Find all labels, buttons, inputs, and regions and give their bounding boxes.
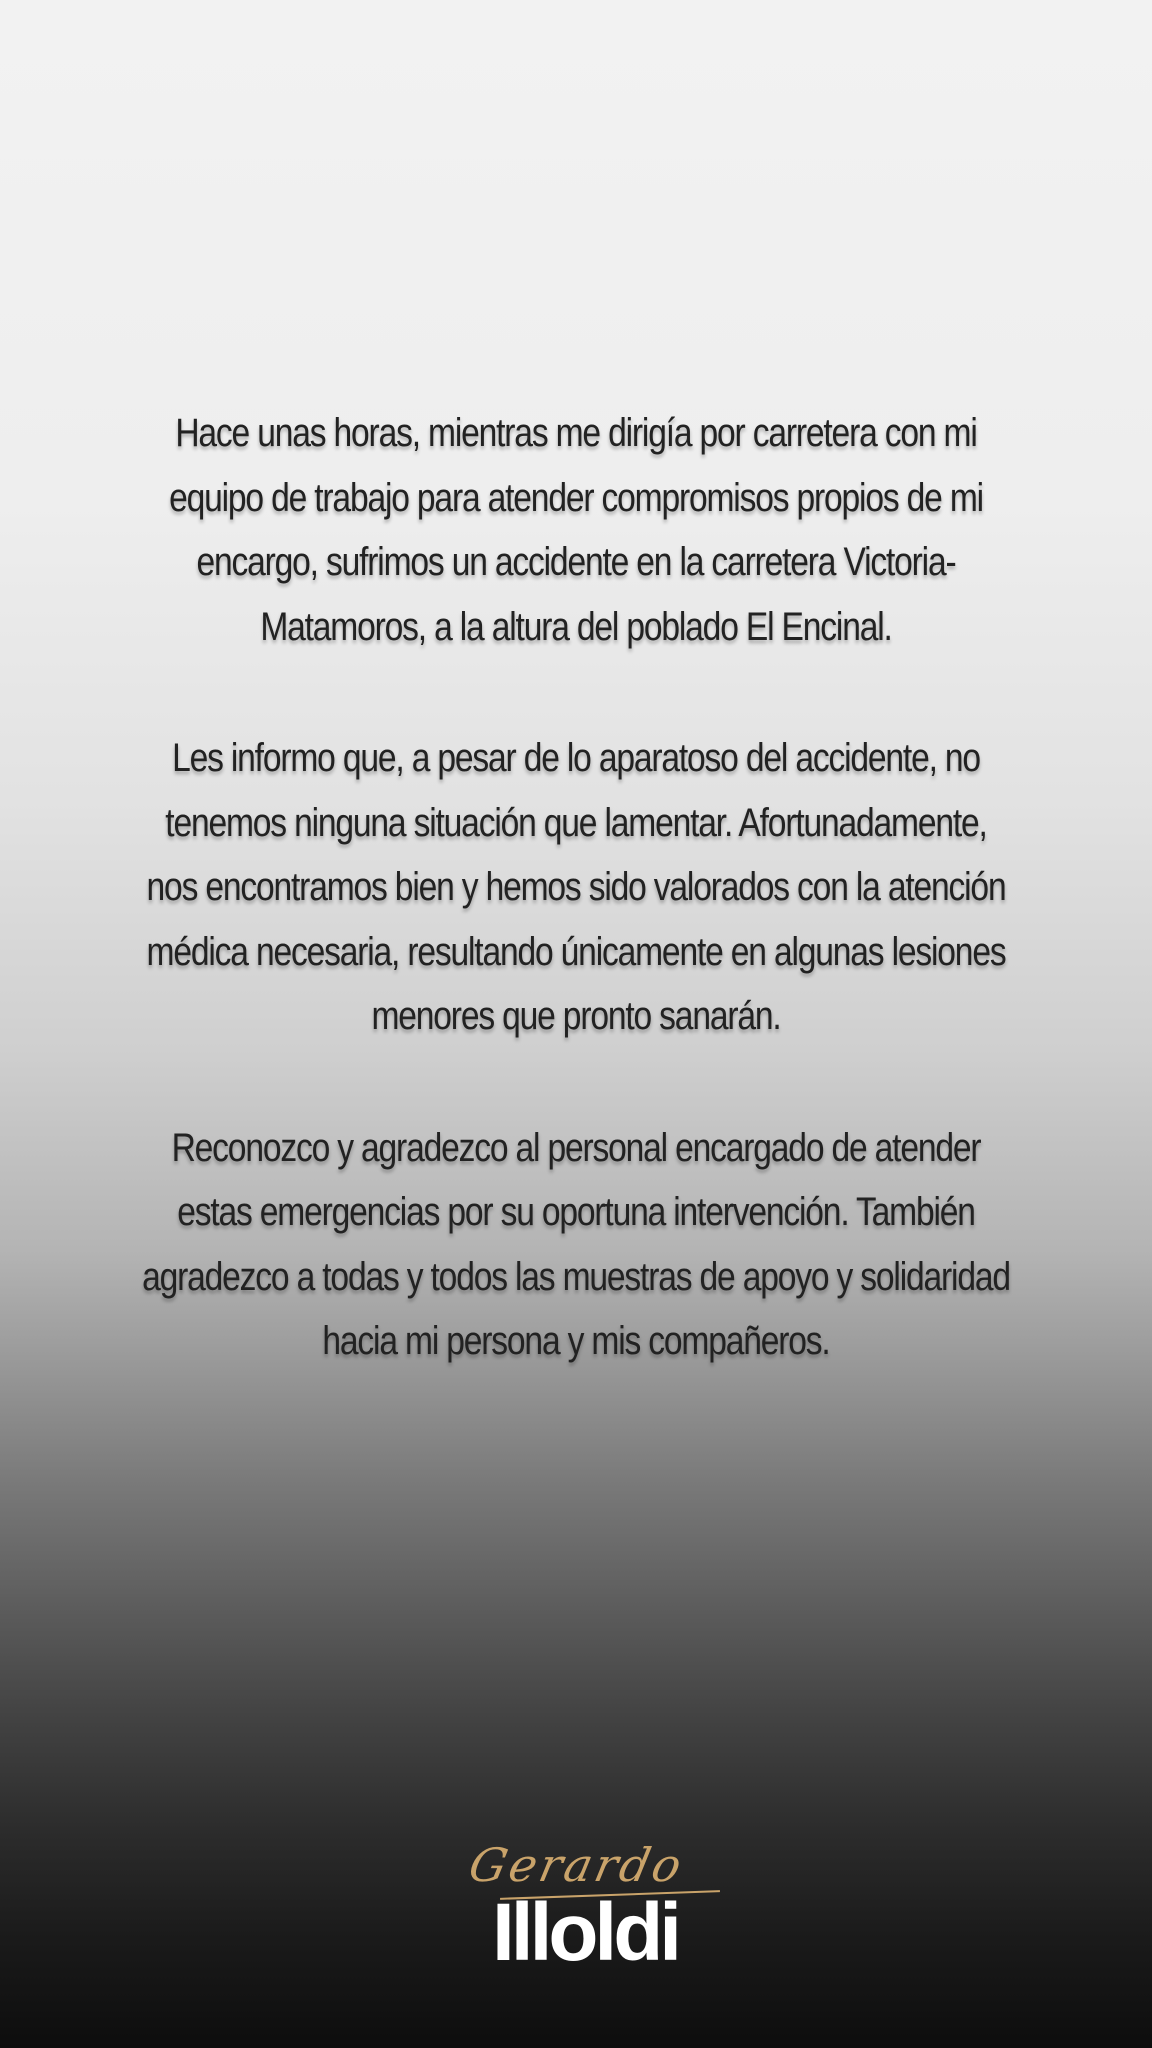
text-line: equipo de trabajo para atender compromisos propios de mi — [169, 475, 983, 520]
text-line: Reconozco y agradezco al personal encargado de atender — [171, 1125, 981, 1170]
text-line: hacia mi persona y mis compañeros. — [322, 1319, 830, 1363]
text-line: Matamoros, a la altura del poblado El Encinal. — [260, 604, 892, 649]
text-line: estas emergencias por su oportuna intervención. También — [177, 1190, 975, 1234]
text-line: menores que pronto sanarán. — [371, 994, 781, 1038]
signature-last-name: Illoldi — [492, 1887, 679, 1978]
statement-text — [40, 401, 1112, 1441]
signature-logo — [464, 1838, 730, 1978]
text-line: nos encontramos bien y hemos sido valorados con la atención — [146, 865, 1006, 909]
text-line: médica necesaria, resultando únicamente en algunas lesiones — [146, 929, 1006, 974]
text-line: tenemos ninguna situación que lamentar. Afortunadamente, — [165, 800, 987, 845]
paragraph-accident — [40, 401, 1112, 659]
signature-first-name: Gerardo — [464, 1838, 690, 1892]
text-line: Hace unas horas, mientras me dirigía por carretera con mi — [175, 411, 977, 455]
text-line: Les informo que, a pesar de lo aparatoso del accidente, no — [172, 736, 980, 780]
text-line: encargo, sufrimos un accidente en la carretera Victoria- — [196, 540, 956, 584]
paragraph-thanks — [40, 1116, 1112, 1374]
text-line: agradezco a todas y todos las muestras de apoyo y solidaridad — [142, 1254, 1010, 1299]
paragraph-status — [40, 726, 1112, 1049]
